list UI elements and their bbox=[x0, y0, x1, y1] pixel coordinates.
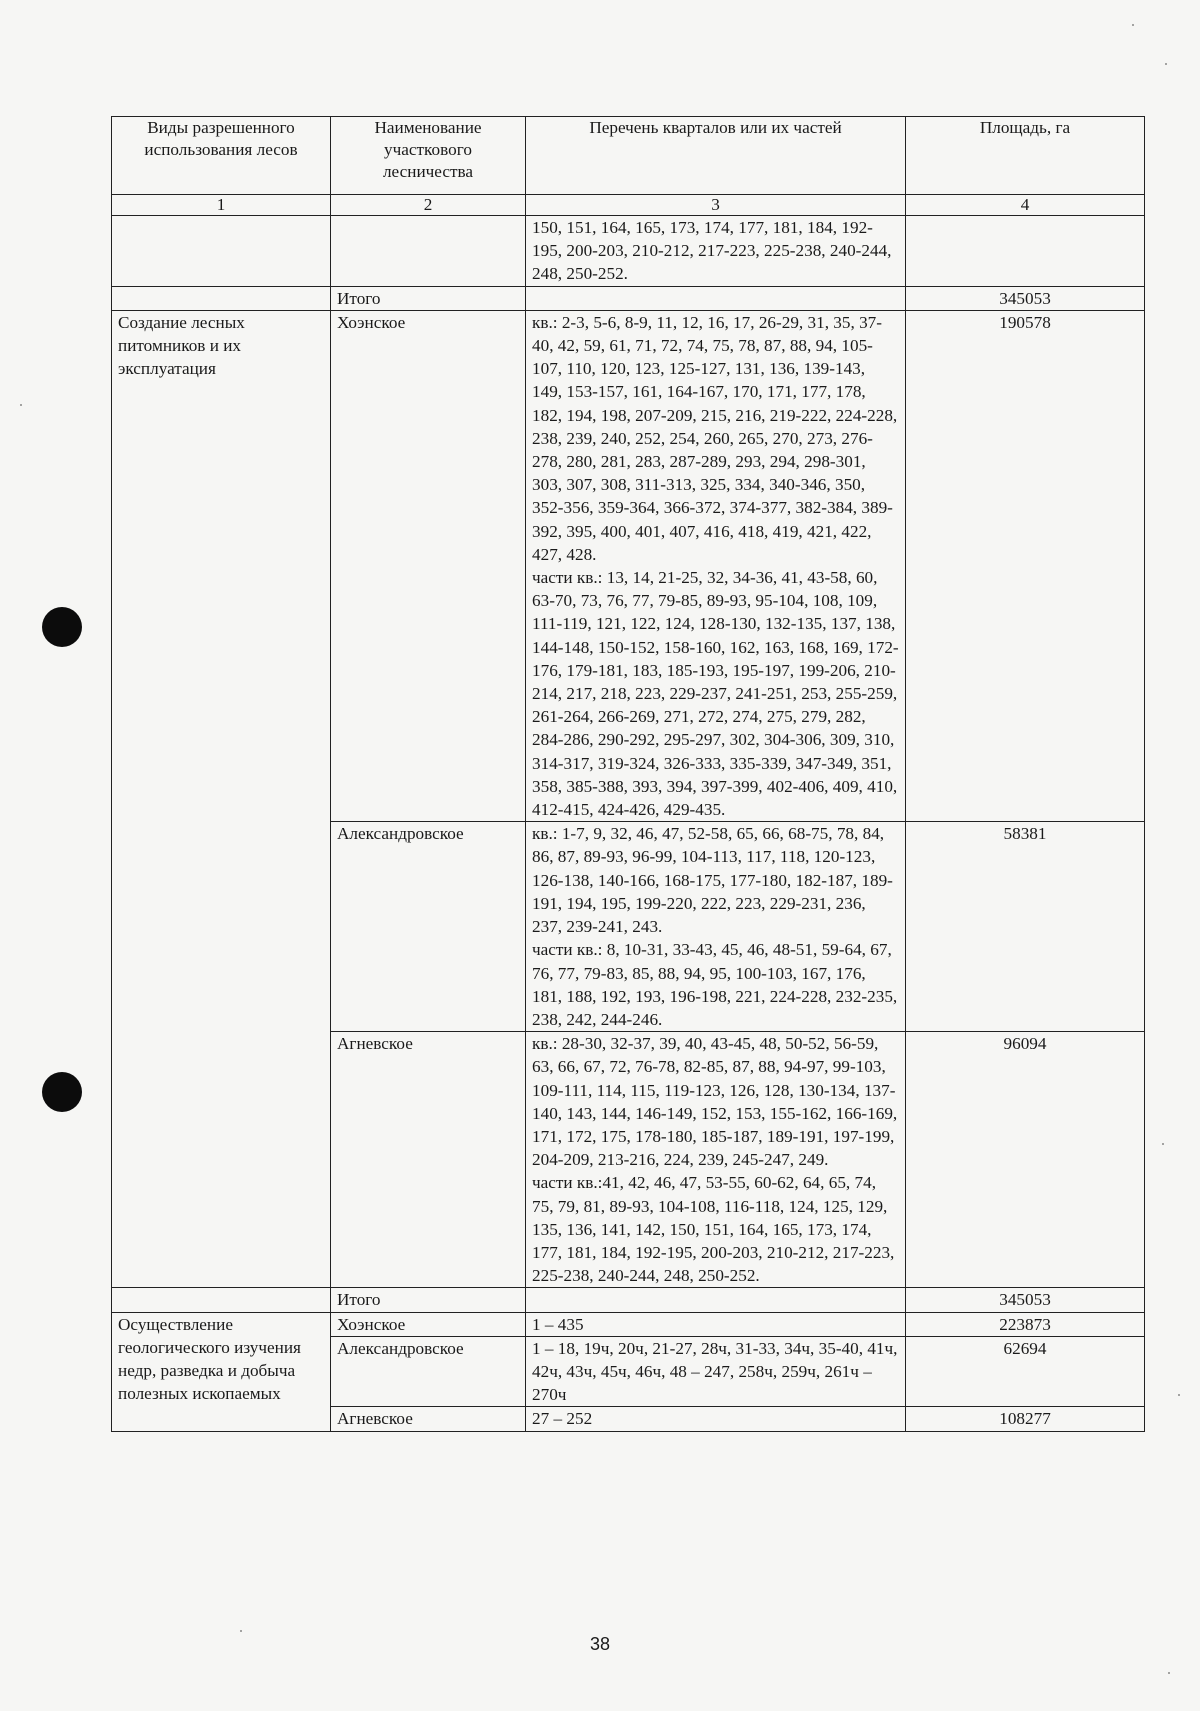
quarter-parts-list: части кв.: 8, 10-31, 33-43, 45, 46, 48-51, 59-64, 67, 76, 77, 79-83, 85, 88, 94, 95, 100-103, 167, 176, 181, 188, 192, 193, 196-198, 221, 224-228, 232-235, 238, 242, 244-246. bbox=[532, 940, 898, 1029]
area-cell: 190578 bbox=[906, 310, 1145, 821]
quarter-parts-list: части кв.: 13, 14, 21-25, 32, 34-36, 41, 43-58, 60, 63-70, 73, 76, 77, 79-85, 89-93, 95-104, 108, 109, 111-119, 121, 122, 124, 128-130, 132-135, 137, 138, 144-148, 150-152, 158-160, 162, 163, 168, 169, 172-176, 179-181, 183, 185-193, 195-197, 199-206, 210-214, 217, 218, 223, 229-237, 241-251, 253, 255-259, 261-264, 266-269, 271, 272, 274, 275, 279, 282, 284-286, 290-292, 295-297, 302, 304-306, 309, 310, 314-317, 319-324, 326-333, 335-339, 347-349, 351, 358, 385-388, 393, 394, 397-399, 402-406, 409, 410, 412-415, 424-426, 429-435. bbox=[532, 568, 899, 820]
quarters-list: кв.: 1-7, 9, 32, 46, 47, 52-58, 65, 66, 68-75, 78, 84, 86, 87, 89-93, 96-99, 104-113, 117, 118, 120-123, 126-138, 140-166, 168-175, 177-180, 182-187, 189-191, 194, 195, 199-220, 222, 223, 229-231, 236, 237, 239-241, 243. bbox=[532, 824, 893, 937]
area-cell: 62694 bbox=[906, 1336, 1145, 1407]
header-use-type: Виды разрешенного использования лесов bbox=[112, 117, 331, 195]
page-number: 38 bbox=[589, 1634, 611, 1654]
use-type-cell: Осуществление геологического изучения недр, разведка и добыча полезных ископаемых bbox=[112, 1312, 331, 1431]
column-number: 2 bbox=[331, 195, 526, 216]
column-number: 4 bbox=[906, 195, 1145, 216]
area-cell: 58381 bbox=[906, 822, 1145, 1032]
punch-hole bbox=[42, 1072, 82, 1112]
forestry-cell: Агневское bbox=[331, 1407, 526, 1431]
total-area: 345053 bbox=[906, 1288, 1145, 1312]
forestry-cell: Александровское bbox=[331, 1336, 526, 1407]
header-forestry: Наименование участкового лесничества bbox=[331, 117, 526, 195]
table-row bbox=[112, 216, 1145, 287]
quarters-cell bbox=[526, 1032, 906, 1288]
scan-speck bbox=[1165, 63, 1167, 65]
scan-speck bbox=[1162, 1143, 1164, 1145]
total-area: 345053 bbox=[906, 286, 1145, 310]
quarters-cell: 27 – 252 bbox=[526, 1407, 906, 1431]
header-quarters: Перечень кварталов или их частей bbox=[526, 117, 906, 195]
quarters-cell bbox=[526, 310, 906, 821]
scan-speck bbox=[1178, 1394, 1180, 1396]
header-row bbox=[112, 117, 1145, 195]
area-cell: 108277 bbox=[906, 1407, 1145, 1431]
header-area: Площадь, га bbox=[906, 117, 1145, 195]
forest-use-table bbox=[111, 116, 1145, 1432]
use-type-cell: Создание лесных питомников и их эксплуатация bbox=[112, 310, 331, 1288]
column-number: 1 bbox=[112, 195, 331, 216]
total-label: Итого bbox=[331, 286, 526, 310]
quarter-parts-list: части кв.:41, 42, 46, 47, 53-55, 60-62, 64, 65, 74, 75, 79, 81, 89-93, 104-108, 116-118, 124, 125, 129, 135, 136, 141, 142, 150, 151, 164, 165, 173, 174, 177, 181, 184, 192-195, 200-203, 210-212, 217-223, 225-238, 240-244, 248, 250-252. bbox=[532, 1173, 895, 1286]
scan-speck bbox=[1132, 24, 1134, 26]
punch-hole bbox=[42, 607, 82, 647]
quarters-list: кв.: 28-30, 32-37, 39, 40, 43-45, 48, 50-52, 56-59, 63, 66, 67, 72, 76-78, 82-85, 87, 88, 94-97, 99-103, 109-111, 114, 115, 119-123, 126, 128, 130-134, 137-140, 143, 144, 146-149, 152, 153, 155-162, 166-169, 171, 172, 175, 178-180, 185-187, 189-191, 197-199, 204-209, 213-216, 224, 239, 245-247, 249. bbox=[532, 1034, 898, 1170]
column-number: 3 bbox=[526, 195, 906, 216]
forestry-cell: Александровское bbox=[331, 822, 526, 1032]
area-cell: 96094 bbox=[906, 1032, 1145, 1288]
column-number-row bbox=[112, 195, 1145, 216]
quarters-cell: 1 – 435 bbox=[526, 1312, 906, 1336]
table-row bbox=[112, 1312, 1145, 1336]
quarters-cell: 1 – 18, 19ч, 20ч, 21-27, 28ч, 31-33, 34ч, 35-40, 41ч, 42ч, 43ч, 45ч, 46ч, 48 – 247, 258ч, 259ч, 261ч – 270ч bbox=[526, 1336, 906, 1407]
quarters-cell: 150, 151, 164, 165, 173, 174, 177, 181, 184, 192-195, 200-203, 210-212, 217-223, 225-238, 240-244, 248, 250-252. bbox=[526, 216, 906, 287]
scan-speck bbox=[240, 1630, 242, 1632]
table-row bbox=[112, 310, 1145, 821]
total-row bbox=[112, 286, 1145, 310]
forestry-cell: Хоэнское bbox=[331, 1312, 526, 1336]
total-label: Итого bbox=[331, 1288, 526, 1312]
total-row bbox=[112, 1288, 1145, 1312]
scan-speck bbox=[1168, 1672, 1170, 1674]
scan-speck bbox=[20, 404, 22, 406]
forestry-cell: Агневское bbox=[331, 1032, 526, 1288]
quarters-cell bbox=[526, 822, 906, 1032]
area-cell: 223873 bbox=[906, 1312, 1145, 1336]
quarters-list: кв.: 2-3, 5-6, 8-9, 11, 12, 16, 17, 26-29, 31, 35, 37-40, 42, 59, 61, 71, 72, 74, 75, 78, 87, 88, 94, 105-107, 110, 120, 123, 125-127, 131, 136, 139-143, 149, 153-157, 161, 164-167, 170, 171, 177, 178, 182, 194, 198, 207-209, 215, 216, 219-222, 224-228, 238, 239, 240, 252, 254, 260, 265, 270, 273, 276-278, 280, 281, 283, 287-289, 293, 294, 298-301, 303, 307, 308, 311-313, 325, 334, 340-346, 350, 352-356, 359-364, 366-372, 374-377, 382-384, 389-392, 395, 400, 401, 407, 416, 418, 419, 421, 422, 427, 428. bbox=[532, 312, 898, 564]
forestry-cell: Хоэнское bbox=[331, 310, 526, 821]
